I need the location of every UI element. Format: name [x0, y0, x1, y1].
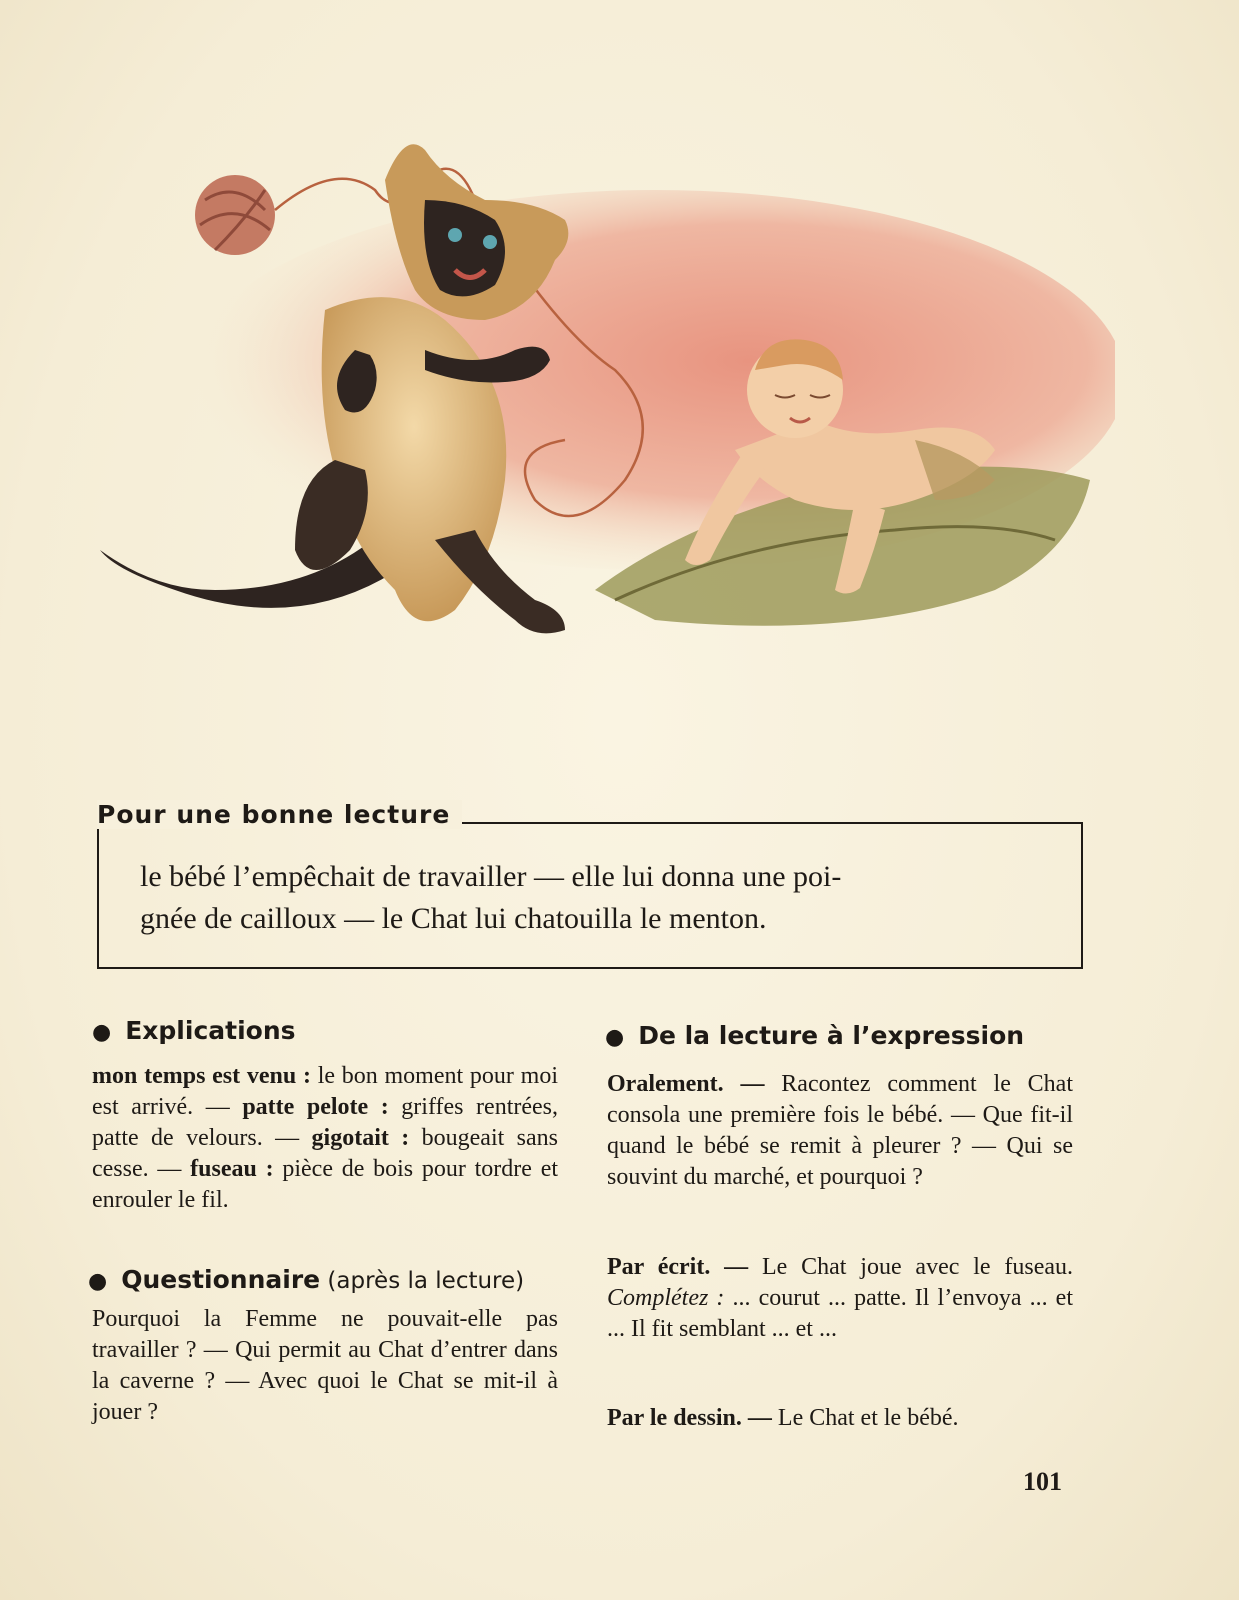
bullet-icon: ●: [88, 1269, 108, 1294]
par-ecrit-text: Par écrit. — Le Chat joue avec le fuseau. Complétez : ... courut ... patte. Il l’envoya ... et ... Il fit semblant ... et ...: [607, 1254, 1073, 1342]
par-le-dessin-text: Par le dessin. — Le Chat et le bébé.: [607, 1405, 959, 1431]
reading-title: Pour une bonne lecture: [97, 800, 462, 829]
cat-and-baby-illustration: [95, 120, 1115, 680]
bullet-icon: ●: [92, 1020, 112, 1045]
reading-line-1: le bébé l’empêchait de travailler — elle lui donna une poi-: [140, 860, 842, 893]
expression-heading: ● De la lecture à l’expression: [605, 1021, 1025, 1050]
bullet-icon: ●: [605, 1025, 625, 1050]
reading-line-2: gnée de cailloux — le Chat lui chatouilla le menton.: [140, 902, 767, 935]
questionnaire-text: Pourquoi la Femme ne pouvait-elle pas travailler ? — Qui permit au Chat d’entrer dans la caverne ? — Avec quoi le Chat se mit-il à jouer ?: [92, 1306, 558, 1425]
oralement-text: Oralement. — Racontez comment le Chat consola une première fois le bébé. — Que fit-il quand le bébé se remit à pleurer ? — Qui se souvint du marché, et pourquoi ?: [607, 1071, 1073, 1190]
explications-heading: ● Explications: [92, 1016, 296, 1045]
explications-text: mon temps est venu : le bon moment pour moi est arrivé. — patte pelote : griffes rentrées, patte de velours. — gigotait : bougeait sans cesse. — fuseau : pièce de bois pour tordre et enrouler le fil.: [92, 1063, 559, 1213]
page-number: 101: [1023, 1467, 1062, 1496]
reading-text: [140, 856, 1060, 940]
questionnaire-heading: ● Questionnaire (après la lecture): [88, 1265, 525, 1294]
